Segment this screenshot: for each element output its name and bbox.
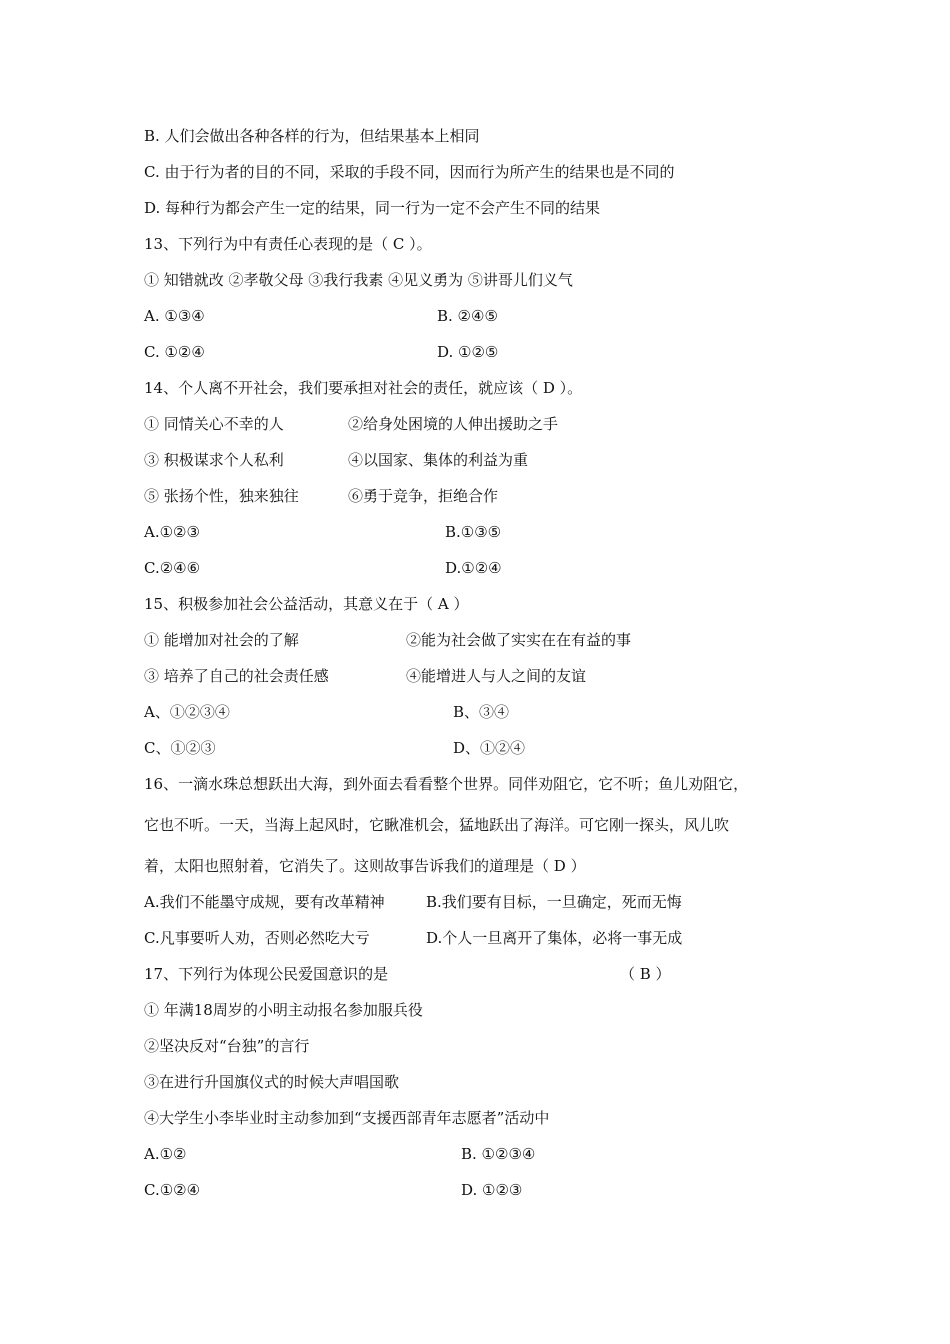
q14-option-d: D.①②④ bbox=[445, 559, 502, 577]
q16-stem-line-3: 着，太阳也照射着，它消失了。这则故事告诉我们的道理是（ D ） bbox=[144, 857, 586, 875]
q15-stem: 15、积极参加社会公益活动，其意义在于（ A ） bbox=[144, 595, 469, 613]
q13-stem: 13、下列行为中有责任心表现的是（ C ）。 bbox=[144, 235, 432, 253]
q13-option-a: A. ①③④ bbox=[144, 307, 205, 325]
q16-option-a: A.我们不能墨守成规，要有改革精神 bbox=[144, 893, 385, 911]
q15-option-c: C、①②③ bbox=[144, 739, 216, 757]
q14-option-b: B.①③⑤ bbox=[445, 523, 502, 541]
q14-item-6: ⑥勇于竞争，拒绝合作 bbox=[348, 487, 499, 505]
q14-item-3: ③ 积极谋求个人私利 bbox=[144, 451, 284, 469]
q17-answer: （ B ） bbox=[620, 965, 671, 983]
q15-item-2: ②能为社会做了实实在在有益的事 bbox=[406, 631, 632, 649]
q12-option-d: D. 每种行为都会产生一定的结果，同一行为一定不会产生不同的结果 bbox=[144, 199, 601, 217]
q12-option-c: C. 由于行为者的目的不同，采取的手段不同，因而行为所产生的结果也是不同的 bbox=[144, 163, 675, 181]
q17-option-c: C.①②④ bbox=[144, 1181, 201, 1199]
q16-option-d: D.个人一旦离开了集体，必将一事无成 bbox=[426, 929, 683, 947]
q15-item-1: ① 能增加对社会的了解 bbox=[144, 631, 299, 649]
q13-items: ① 知错就改 ②孝敬父母 ③我行我素 ④见义勇为 ⑤讲哥儿们义气 bbox=[144, 271, 573, 289]
q13-option-c: C. ①②④ bbox=[144, 343, 205, 361]
q13-option-d: D. ①②⑤ bbox=[437, 343, 499, 361]
q12-option-b: B. 人们会做出各种各样的行为，但结果基本上相同 bbox=[144, 127, 480, 145]
q15-option-a: A、①②③④ bbox=[144, 703, 230, 721]
q17-item-2: ②坚决反对“台独”的言行 bbox=[144, 1037, 310, 1055]
q13-option-b: B. ②④⑤ bbox=[437, 307, 498, 325]
q14-item-2: ②给身处困境的人伸出援助之手 bbox=[348, 415, 559, 433]
q16-option-c: C.凡事要听人劝，否则必然吃大亏 bbox=[144, 929, 370, 947]
q15-option-d: D、①②④ bbox=[453, 739, 526, 757]
q15-item-4: ④能增进人与人之间的友谊 bbox=[406, 667, 587, 685]
q16-option-b: B.我们要有目标，一旦确定，死而无悔 bbox=[426, 893, 682, 911]
q17-option-a: A.①② bbox=[144, 1145, 187, 1163]
q17-option-d: D. ①②③ bbox=[461, 1181, 523, 1199]
q17-item-4: ④大学生小李毕业时主动参加到“支援西部青年志愿者”活动中 bbox=[144, 1109, 550, 1127]
q14-item-4: ④以国家、集体的利益为重 bbox=[348, 451, 529, 469]
q17-item-1: ① 年满18周岁的小明主动报名参加服兵役 bbox=[144, 1001, 423, 1019]
q16-stem-line-1: 16、一滴水珠总想跃出大海，到外面去看看整个世界。同伴劝阻它，它不听；鱼儿劝阻它， bbox=[144, 775, 749, 793]
q14-item-1: ① 同情关心不幸的人 bbox=[144, 415, 284, 433]
q15-option-b: B、③④ bbox=[453, 703, 510, 721]
q16-stem-line-2: 它也不听。一天，当海上起风时，它瞅准机会，猛地跃出了海洋。可它刚一探头，风儿吹 bbox=[144, 816, 730, 834]
q15-item-3: ③ 培养了自己的社会责任感 bbox=[144, 667, 329, 685]
q17-option-b: B. ①②③④ bbox=[461, 1145, 536, 1163]
q14-stem: 14、个人离不开社会，我们要承担对社会的责任，就应该（ D ）。 bbox=[144, 379, 583, 397]
q14-option-c: C.②④⑥ bbox=[144, 559, 201, 577]
q14-option-a: A.①②③ bbox=[144, 523, 200, 541]
q14-item-5: ⑤ 张扬个性，独来独往 bbox=[144, 487, 299, 505]
q17-item-3: ③在进行升国旗仪式的时候大声唱国歌 bbox=[144, 1073, 400, 1091]
q17-stem: 17、下列行为体现公民爱国意识的是 bbox=[144, 965, 389, 983]
